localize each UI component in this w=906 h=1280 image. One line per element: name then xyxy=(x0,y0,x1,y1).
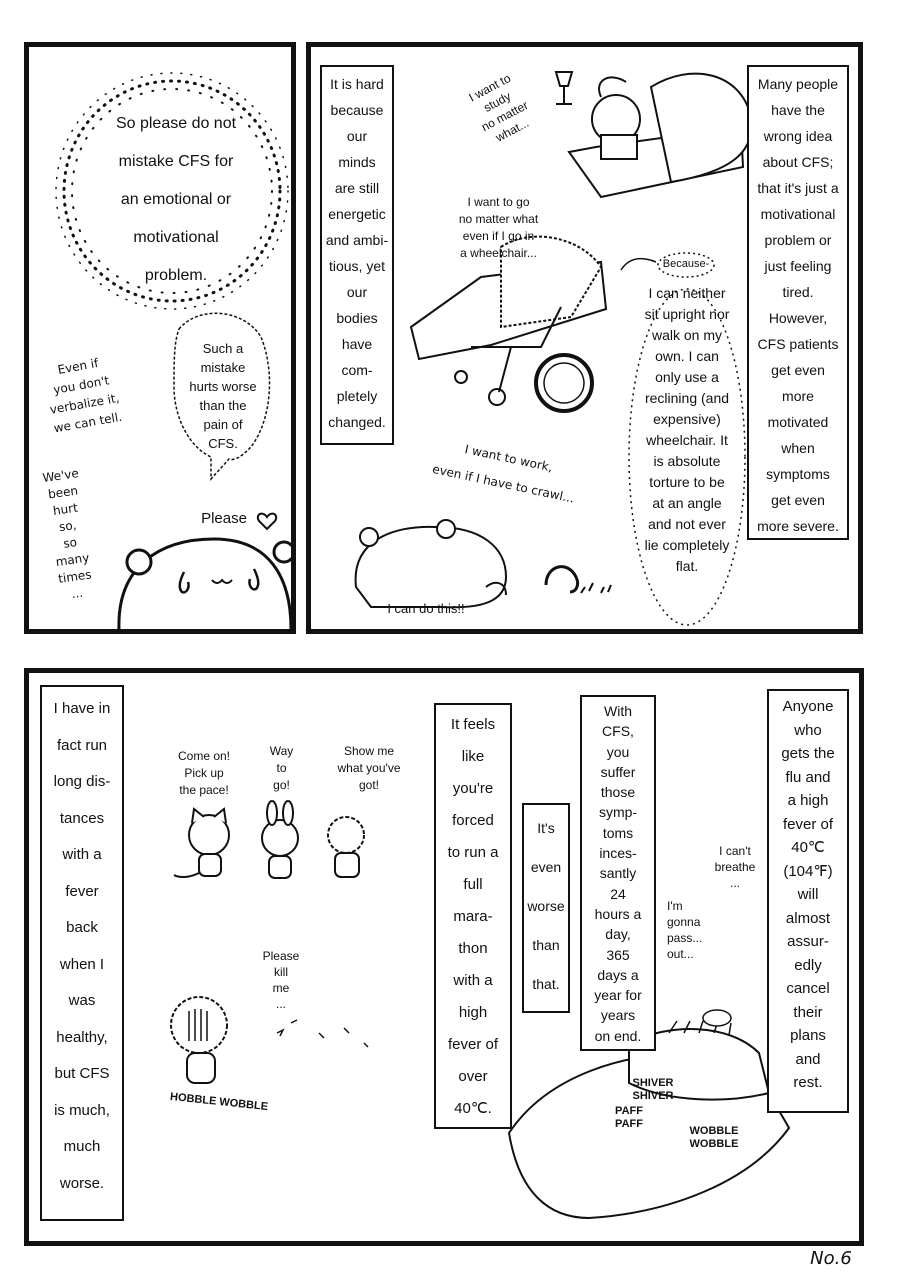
panel-3-cheer-cat: Come on! Pick up the pace! xyxy=(177,749,231,797)
panel-2-because-label: Because- xyxy=(662,258,710,270)
panel-3-hobble-text: HOBBLE WOBBLE xyxy=(169,1090,269,1114)
page-number: No.6 xyxy=(810,1248,852,1269)
panel-1 xyxy=(24,42,296,634)
panel-3-cheer-rabbit: Way to go! xyxy=(269,744,294,792)
panel-2-work-text: I want to work, even if I have to crawl... xyxy=(431,442,576,506)
panel-3-cheer-poodle: Show me what you've got! xyxy=(337,744,401,792)
panel-3-right-box: Anyone who gets the flu and a high fever of 40℃ (104℉) will almost assur- edly cancel their plans and rest. xyxy=(767,689,849,1113)
panel-3-paff-text: PAFF PAFF xyxy=(615,1105,643,1130)
panel-2-left-box: It is hard because our minds are still energetic and ambi- tious, yet our bodies have com- pletely changed. xyxy=(320,65,394,445)
panel-2-cando-text: I can do this!! xyxy=(387,601,465,616)
panel-1-bubble-text: So please do not mistake CFS for an emotional or motivational problem. xyxy=(115,115,237,284)
panel-3-pass-out-text: I'm gonna pass... out... xyxy=(667,899,703,961)
panel-2 xyxy=(306,42,863,634)
panel-2-wheelchair-bubble: I can neither sit upright nor walk on my own. I can only use a reclining (and expensive) wheelchair. It is absolute torture to be at an angle and not ever lie completely flat. xyxy=(644,285,730,574)
panel-1-please-text: Please xyxy=(201,510,247,527)
panel-1-hurt-text: We've been hurt so, so many times ... xyxy=(41,466,93,602)
panel-3-marathon-box: It feels like you're forced to run a full mara- thon with a high fever of over 40℃. xyxy=(434,703,512,1129)
panel-1-speech-text: Such a mistake hurts worse than the pain of CFS. xyxy=(189,341,257,451)
panel-3-left-box: I have in fact run long dis- tances with a fever back when I was healthy, but CFS is much, much worse. xyxy=(40,685,124,1221)
panel-2-go-text: I want to go no matter what even if I go in a wheelchair... xyxy=(458,195,539,260)
panel-3-breathe-text: I can't breathe ... xyxy=(714,844,756,890)
panel-3 xyxy=(24,668,864,1246)
panel-3-cfs-box: With CFS, you suffer those symp- toms inces- santly 24 hours a day, 365 days a year for years on end. xyxy=(580,695,656,1051)
panel-3-kill-text: Please kill me ... xyxy=(262,949,300,1011)
panel-3-shiver-text: SHIVER SHIVER xyxy=(632,1077,674,1102)
panel-3-worse-box: It's even worse than that. xyxy=(522,803,570,1013)
panel-1-side-text: Even if you don't verbalize it, we can tell. xyxy=(48,355,124,436)
panel-3-wobble-text: WOBBLE WOBBLE xyxy=(689,1125,739,1150)
panel-2-right-box: Many people have the wrong idea about CFS; that it's just a motivational problem or just feeling tired. However, CFS patients get even more motivated when symptoms get even more severe. xyxy=(747,65,849,540)
panel-2-study-text: I want to study no matter what... xyxy=(466,70,532,145)
